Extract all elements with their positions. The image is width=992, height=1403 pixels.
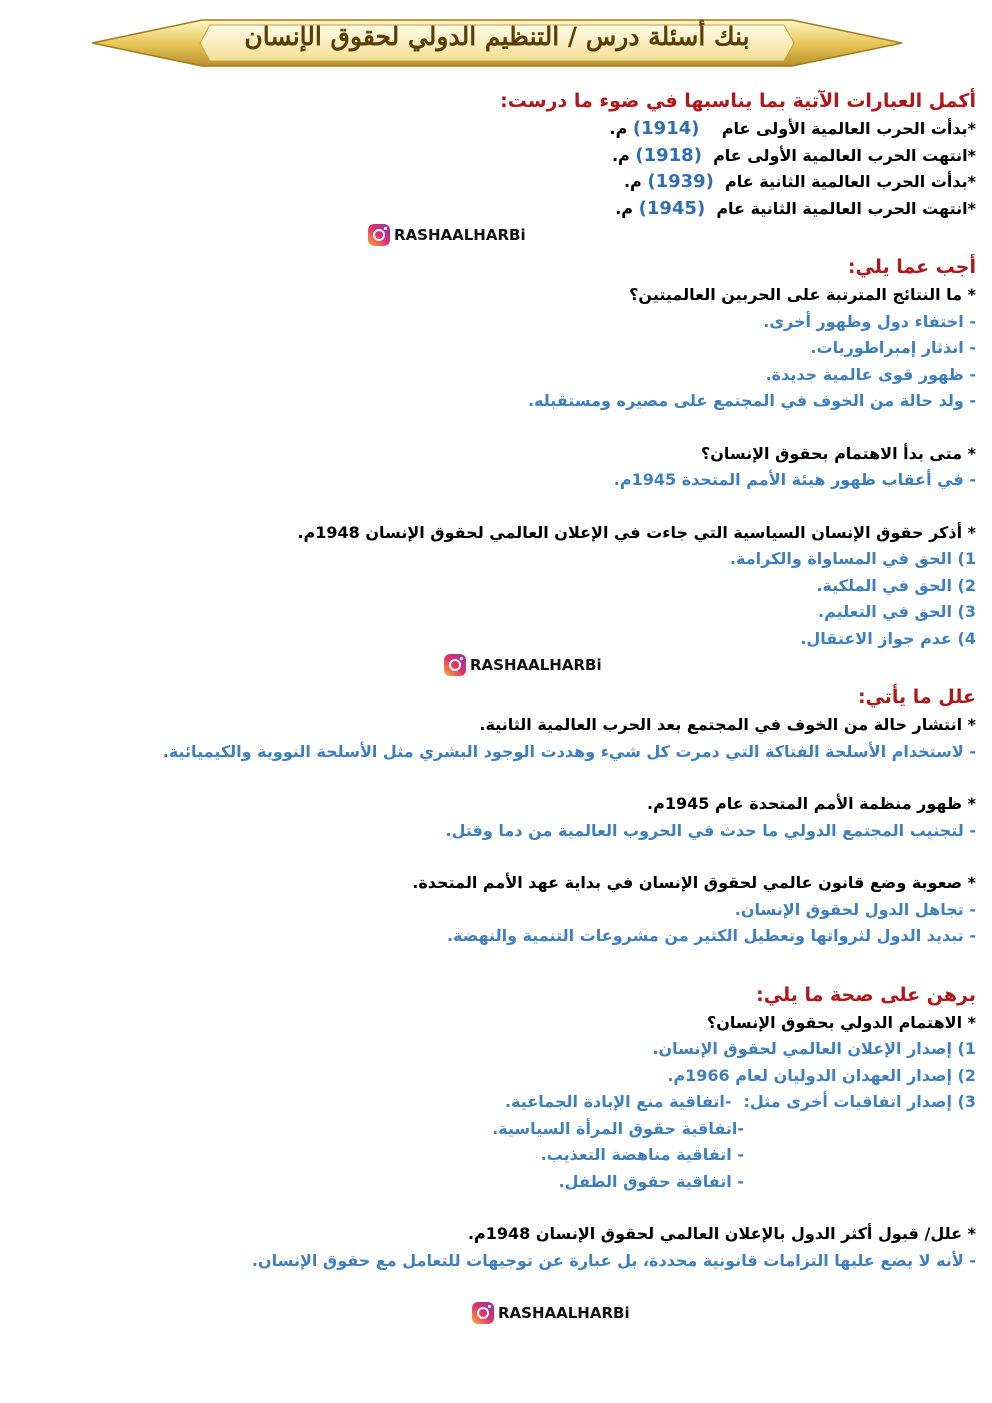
complete-answer-1: (1914) <box>632 118 700 139</box>
banner-title: بنك أسئلة درس / التنظيم الدولي لحقوق الإنسان <box>244 22 750 51</box>
instagram-icon <box>368 224 390 246</box>
answer-item: 1) إصدار الإعلان العالمي لحقوق الإنسان. <box>652 1039 976 1058</box>
answer-item: 3) الحق في التعليم. <box>817 602 976 621</box>
complete-item-2: *انتهت الحرب العالمية الأولى عام (1918) م. <box>611 144 976 166</box>
answer-item: 4) عدم جواز الاعتقال. <box>800 628 976 648</box>
answer-item: - لاستخدام الأسلحة الفتاكة التي دمرت كل شيء وهددت الوجود البشري مثل الأسلحة النووية والكيميائية. <box>162 741 976 761</box>
title-banner <box>92 14 902 72</box>
answer-item: - تبديد الدول لثرواتها وتعطيل الكثير من مشروعات التنمية والنهضة. <box>446 926 976 945</box>
answer-item: 2) إصدار العهدان الدوليان لعام 1966م. <box>667 1065 976 1085</box>
answer-item: - ولد حالة من الخوف في المجتمع على مصيره ومستقبله. <box>527 391 976 410</box>
section-heading-complete: أكمل العبارات الآتية بما يناسبها في ضوء ما درست: <box>500 90 976 112</box>
question: * صعوبة وضع قانون عالمي لحقوق الإنسان في بداية عهد الأمم المتحدة. <box>412 873 976 892</box>
question: * متى بدأ الاهتمام بحقوق الإنسان؟ <box>700 443 976 463</box>
agreement-item: - اتفاقية حقوق الطفل. <box>558 1171 744 1191</box>
answer-item: - لتجنيب المجتمع الدولي ما حدث في الحروب العالمية من دما وقتل. <box>445 820 976 840</box>
answer-item: - في أعقاب ظهور هيئة الأمم المتحدة 1945م. <box>613 470 976 489</box>
answer-item: - انذثار إمبراطوريات. <box>810 338 976 357</box>
worksheet-content <box>16 82 976 1326</box>
question: * أذكر حقوق الإنسان السياسية التي جاءت في الإعلان العالمي لحقوق الإنسان 1948م. <box>297 522 976 542</box>
section-heading-prove: برهن على صحة ما يلي: <box>756 983 976 1006</box>
complete-answer-2: (1918) <box>635 144 702 166</box>
brand-watermark: RASHAALHARBi <box>472 1300 630 1326</box>
question: * علل/ قبول أكثر الدول بالإعلان العالمي لحقوق الإنسان 1948م. <box>467 1224 976 1243</box>
complete-answer-4: (1945) <box>638 197 706 219</box>
complete-answer-3: (1939) <box>647 171 714 192</box>
answer-item: 1) الحق في المساواة والكرامة. <box>729 549 976 568</box>
question: * انتشار حالة من الخوف في المجتمع بعد الحرب العالمية الثانية. <box>479 715 976 734</box>
agreement-item: - اتفاقية مناهضة التعذيب. <box>540 1145 744 1164</box>
section-heading-answer: أجب عما يلي: <box>847 256 976 278</box>
answer-item: - ظهور قوى عالمية جديدة. <box>765 364 976 384</box>
agreement-item: -اتفاقية منع الإبادة الجماعية. <box>505 1092 732 1111</box>
brand-watermark: RASHAALHARBi <box>444 652 602 678</box>
complete-item-1: *بدأت الحرب العالمية الأولى عام (1914) م. <box>609 118 976 139</box>
agreement-item: -اتفاقية حقوق المرأة السياسية. <box>492 1118 744 1138</box>
answer-item: - تجاهل الدول لحقوق الإنسان. <box>734 899 976 919</box>
question: * الاهتمام الدولي بحقوق الإنسان؟ <box>706 1012 976 1032</box>
answer-item: 2) الحق في الملكية. <box>816 575 976 595</box>
instagram-icon <box>472 1302 494 1324</box>
question: * ما النتائج المترتبة على الحربين العالميتين؟ <box>629 285 976 304</box>
question: * ظهور منظمة الأمم المتحدة عام 1945م. <box>647 794 976 813</box>
brand-watermark: RASHAALHARBi <box>368 222 526 248</box>
answer-item: - لأنه لا يضع عليها التزامات قانونية محددة، بل عبارة عن توجيهات للتعامل مع حقوق الإنسان. <box>251 1250 976 1270</box>
complete-item-3: *بدأت الحرب العالمية الثانية عام (1939) م. <box>623 171 976 192</box>
answer-item: - اختفاء دول وظهور أخرى. <box>763 311 976 331</box>
instagram-icon <box>444 654 466 676</box>
complete-item-4: *انتهت الحرب العالمية الثانية عام (1945) م. <box>615 197 976 219</box>
answer-item: 3) إصدار اتفاقيات أخرى مثل: -اتفاقية منع الإبادة الجماعية. <box>16 1089 976 1116</box>
section-heading-explain: علل ما يأتي: <box>857 686 976 708</box>
